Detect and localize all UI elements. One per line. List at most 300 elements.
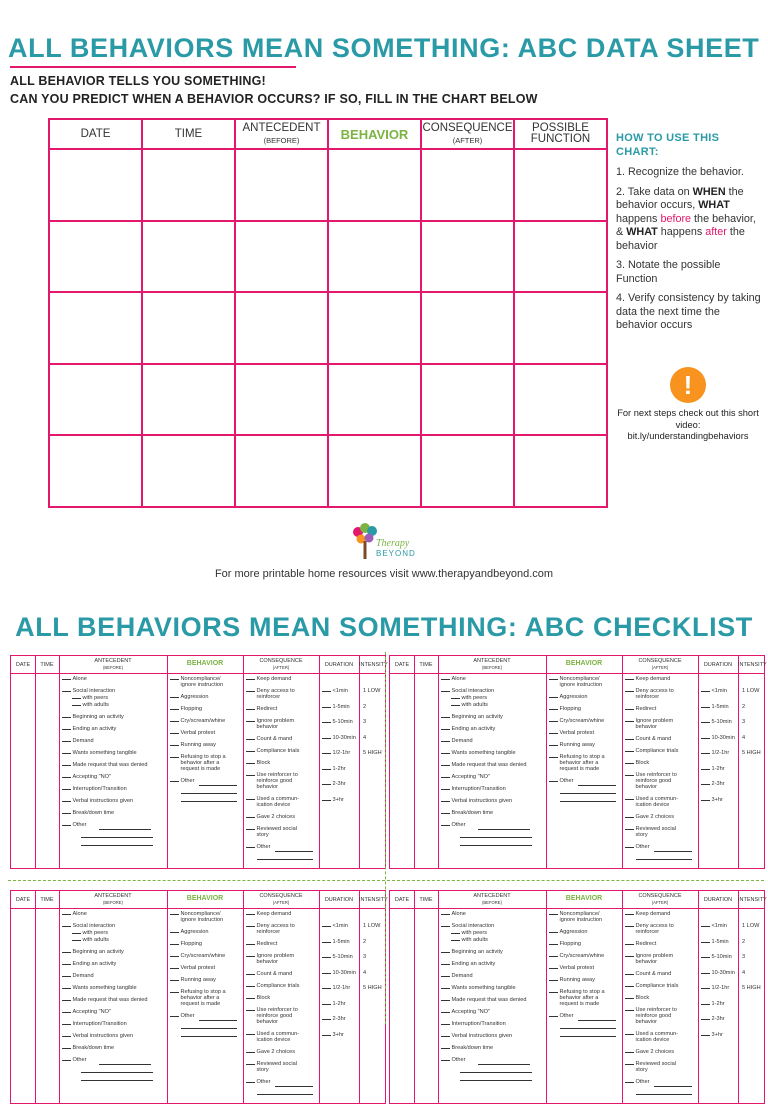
behavior-option[interactable]: Other <box>170 1014 195 1020</box>
behavior-option[interactable]: Running away <box>549 743 595 749</box>
behavior-other-line[interactable] <box>578 1020 616 1021</box>
behavior-option[interactable]: Refusing to stop a <box>170 990 226 996</box>
behavior-option[interactable]: Cry/scream/whine <box>170 954 225 960</box>
intensity-option[interactable]: 2 <box>742 938 746 945</box>
consequence-option[interactable]: Block <box>625 761 649 767</box>
consequence-option[interactable]: story <box>256 1067 269 1073</box>
antecedent-option[interactable]: Alone <box>441 677 466 683</box>
duration-option[interactable]: 3+hr <box>701 1033 723 1039</box>
chart-cell[interactable] <box>49 292 142 364</box>
video-link[interactable]: bit.ly/understandingbehaviors <box>627 431 749 441</box>
checklist-column-divider <box>622 656 623 868</box>
antecedent-option[interactable]: Made request that was denied <box>441 763 526 769</box>
consequence-other-line[interactable] <box>636 1094 692 1095</box>
behavior-option[interactable]: Flopping <box>170 942 202 948</box>
behavior-option[interactable]: Flopping <box>549 942 581 948</box>
duration-option[interactable]: 1/2-1hr <box>701 986 729 992</box>
duration-option[interactable]: <1min <box>701 924 727 930</box>
consequence-option[interactable]: Block <box>625 996 649 1002</box>
behavior-option[interactable]: request is made <box>559 766 600 772</box>
intensity-option[interactable]: 5 HIGH <box>742 750 761 756</box>
consequence-option[interactable]: story <box>635 1067 648 1073</box>
consequence-option[interactable]: reinforcer <box>256 929 281 935</box>
intensity-option[interactable]: 4 <box>742 969 746 976</box>
behavior-option[interactable]: ignore instruction <box>559 682 603 688</box>
chart-cell[interactable] <box>49 364 142 436</box>
chart-cell[interactable] <box>235 149 328 221</box>
behavior-option[interactable]: Aggression <box>549 695 588 701</box>
consequence-option[interactable]: Ignore problem <box>246 719 294 725</box>
intensity-option[interactable]: 1 LOW <box>742 688 760 694</box>
behavior-option[interactable]: Noncompliance/ <box>170 677 221 683</box>
duration-option[interactable]: 2-3hr <box>322 782 346 788</box>
antecedent-other-line[interactable] <box>81 1080 153 1081</box>
consequence-other-line[interactable] <box>636 859 692 860</box>
antecedent-option[interactable]: with peers <box>72 931 108 937</box>
duration-option[interactable]: 10-30min <box>701 736 735 742</box>
antecedent-option[interactable]: Wants something tangible <box>441 986 516 992</box>
intensity-option[interactable]: 4 <box>363 969 367 976</box>
consequence-option[interactable]: Used a commun- <box>246 797 299 803</box>
consequence-option[interactable]: Used a commun- <box>625 797 678 803</box>
consequence-option[interactable]: Reviewed social <box>625 1062 676 1068</box>
chart-cell[interactable] <box>142 364 235 436</box>
antecedent-option[interactable]: Beginning an activity <box>62 715 124 721</box>
chart-cell[interactable] <box>421 364 514 436</box>
consequence-option[interactable]: Block <box>246 996 270 1002</box>
antecedent-option[interactable]: Wants something tangible <box>62 986 137 992</box>
checklist-header-consequence: CONSEQUENCE <box>259 658 303 664</box>
consequence-option[interactable]: Other <box>625 1080 650 1086</box>
chart-cell[interactable] <box>514 221 607 293</box>
behavior-option[interactable]: Running away <box>170 978 216 984</box>
behavior-option[interactable]: request is made <box>180 1001 221 1007</box>
duration-option[interactable]: 1-2hr <box>701 767 725 773</box>
consequence-other-line[interactable] <box>654 1086 692 1087</box>
consequence-option[interactable]: story <box>256 832 269 838</box>
antecedent-option[interactable]: with peers <box>72 696 108 702</box>
intensity-option[interactable]: 3 <box>742 719 746 725</box>
intensity-option[interactable]: 1 LOW <box>363 688 381 694</box>
antecedent-option[interactable]: Alone <box>62 677 87 683</box>
consequence-other-line[interactable] <box>275 1086 313 1087</box>
behavior-option[interactable]: request is made <box>180 766 221 772</box>
behavior-other-line[interactable] <box>199 1020 237 1021</box>
consequence-option[interactable]: Deny access to <box>246 689 295 695</box>
intensity-option[interactable]: 2 <box>363 703 367 710</box>
chart-cell[interactable] <box>49 435 142 507</box>
chart-cell[interactable] <box>328 149 421 221</box>
duration-option[interactable]: 3+hr <box>322 798 344 804</box>
antecedent-option[interactable]: Interruption/Transition <box>441 787 506 793</box>
abc-data-chart <box>48 118 608 508</box>
duration-option[interactable]: 5-10min <box>322 955 353 961</box>
consequence-option[interactable]: Count & mand <box>246 972 292 978</box>
antecedent-option[interactable]: Social interaction <box>441 689 494 695</box>
antecedent-option[interactable]: Other <box>441 1058 466 1064</box>
intensity-option[interactable]: 2 <box>742 703 746 710</box>
chart-cell[interactable] <box>421 292 514 364</box>
antecedent-option[interactable]: Demand <box>441 974 473 980</box>
consequence-option[interactable]: behavior <box>256 724 278 730</box>
behavior-option[interactable]: Verbal protest <box>170 731 215 737</box>
intensity-option[interactable]: 4 <box>742 734 746 741</box>
consequence-option[interactable]: Reviewed social <box>246 1062 297 1068</box>
duration-option[interactable]: 1-5min <box>701 940 729 946</box>
consequence-option[interactable]: Other <box>246 845 271 851</box>
duration-option[interactable]: 1-2hr <box>701 1002 725 1008</box>
checklist-column-divider <box>698 891 699 1103</box>
chart-cell[interactable] <box>514 149 607 221</box>
chart-cell[interactable] <box>235 221 328 293</box>
antecedent-other-line[interactable] <box>81 1072 153 1073</box>
duration-option[interactable]: 2-3hr <box>701 1017 725 1023</box>
duration-option[interactable]: <1min <box>701 689 727 695</box>
behavior-option[interactable]: Noncompliance/ <box>549 912 600 918</box>
consequence-option[interactable]: Compliance trials <box>246 749 299 755</box>
intensity-option[interactable]: 5 HIGH <box>363 750 382 756</box>
duration-option[interactable]: 1/2-1hr <box>322 986 350 992</box>
antecedent-option[interactable]: Social interaction <box>62 689 115 695</box>
behavior-option[interactable]: Cry/scream/whine <box>549 719 604 725</box>
chart-cell[interactable] <box>514 292 607 364</box>
intensity-option[interactable]: 5 HIGH <box>742 985 761 991</box>
behavior-other-line[interactable] <box>578 785 616 786</box>
consequence-option[interactable]: Keep demand <box>246 677 291 683</box>
consequence-option[interactable]: Gave 2 choices <box>246 1050 295 1056</box>
title-underline <box>10 66 296 68</box>
antecedent-option[interactable]: Demand <box>62 739 94 745</box>
antecedent-option[interactable]: Other <box>62 1058 87 1064</box>
antecedent-option[interactable]: Other <box>441 823 466 829</box>
behavior-option[interactable]: Other <box>549 1014 574 1020</box>
duration-option[interactable]: 1-5min <box>322 705 350 711</box>
consequence-option[interactable]: reinforce good <box>635 1013 672 1019</box>
behavior-option[interactable]: Running away <box>170 743 216 749</box>
antecedent-option[interactable]: with peers <box>451 696 487 702</box>
behavior-option[interactable]: ignore instruction <box>180 682 224 688</box>
antecedent-option[interactable]: Beginning an activity <box>441 950 503 956</box>
behavior-other-line[interactable] <box>199 785 237 786</box>
duration-option[interactable]: 1/2-1hr <box>701 751 729 757</box>
chart-cell[interactable] <box>142 221 235 293</box>
antecedent-option[interactable]: Made request that was denied <box>62 763 147 769</box>
consequence-option[interactable]: Ignore problem <box>625 719 673 725</box>
duration-option[interactable]: 1-5min <box>322 940 350 946</box>
chart-cell[interactable] <box>328 435 421 507</box>
behavior-option[interactable]: Aggression <box>170 930 209 936</box>
checklist-header-date: DATE <box>15 897 31 903</box>
consequence-option[interactable]: Used a commun- <box>246 1032 299 1038</box>
chart-row <box>49 221 607 293</box>
consequence-option[interactable]: Keep demand <box>625 677 670 683</box>
consequence-option[interactable]: reinforce good <box>635 778 672 784</box>
duration-option[interactable]: 5-10min <box>701 955 732 961</box>
antecedent-other-line[interactable] <box>460 1072 532 1073</box>
behavior-option[interactable]: Cry/scream/whine <box>170 719 225 725</box>
duration-option[interactable]: 10-30min <box>322 736 356 742</box>
chart-cell[interactable] <box>514 364 607 436</box>
duration-option[interactable]: <1min <box>322 924 348 930</box>
consequence-option[interactable]: Redirect <box>625 942 656 948</box>
checklist-column-divider <box>319 656 320 868</box>
antecedent-option[interactable]: Interruption/Transition <box>441 1022 506 1028</box>
antecedent-option[interactable]: Alone <box>62 912 87 918</box>
intensity-option[interactable]: 3 <box>363 954 367 960</box>
duration-option[interactable]: <1min <box>322 689 348 695</box>
consequence-option[interactable]: Deny access to <box>625 689 674 695</box>
chart-cell[interactable] <box>235 292 328 364</box>
duration-option[interactable]: 5-10min <box>322 720 353 726</box>
consequence-option[interactable]: Count & mand <box>246 737 292 743</box>
consequence-option[interactable]: behavior <box>635 959 657 965</box>
chart-cell[interactable] <box>142 435 235 507</box>
antecedent-other-line[interactable] <box>460 1080 532 1081</box>
behavior-other-line[interactable] <box>560 793 616 794</box>
antecedent-option[interactable]: Break/down time <box>441 811 493 817</box>
antecedent-other-line[interactable] <box>81 837 153 838</box>
antecedent-other-line[interactable] <box>99 829 151 830</box>
duration-option[interactable]: 2-3hr <box>701 782 725 788</box>
behavior-option[interactable]: Aggression <box>549 930 588 936</box>
chart-cell[interactable] <box>514 435 607 507</box>
antecedent-option[interactable]: with peers <box>451 931 487 937</box>
behavior-option[interactable]: Running away <box>549 978 595 984</box>
behavior-other-line[interactable] <box>560 801 616 802</box>
antecedent-option[interactable]: with adults <box>451 703 488 709</box>
consequence-option[interactable]: behavior <box>256 959 278 965</box>
antecedent-option[interactable]: Other <box>62 823 87 829</box>
behavior-option[interactable]: Verbal protest <box>170 966 215 972</box>
antecedent-option[interactable]: Social interaction <box>441 924 494 930</box>
antecedent-option[interactable]: Beginning an activity <box>441 715 503 721</box>
consequence-option[interactable]: behavior <box>256 1019 278 1025</box>
consequence-option[interactable]: ication device <box>635 802 670 808</box>
consequence-option[interactable]: reinforce good <box>256 778 293 784</box>
intensity-option[interactable]: 2 <box>363 938 367 945</box>
antecedent-option[interactable]: Verbal instructions given <box>441 1034 512 1040</box>
antecedent-option[interactable]: Beginning an activity <box>62 950 124 956</box>
behavior-option[interactable]: Refusing to stop a <box>170 755 226 761</box>
antecedent-option[interactable]: with adults <box>72 938 109 944</box>
antecedent-other-line[interactable] <box>81 845 153 846</box>
duration-option[interactable]: 5-10min <box>701 720 732 726</box>
consequence-option[interactable]: behavior <box>635 724 657 730</box>
chart-cell[interactable] <box>235 435 328 507</box>
chart-cell[interactable] <box>421 221 514 293</box>
antecedent-option[interactable]: Accepting "NO" <box>62 1010 111 1016</box>
antecedent-option[interactable]: Accepting "NO" <box>62 775 111 781</box>
antecedent-option[interactable]: Ending an activity <box>441 962 495 968</box>
consequence-option[interactable]: behavior <box>635 1019 657 1025</box>
behavior-option[interactable]: Verbal protest <box>549 731 594 737</box>
duration-option[interactable]: 3+hr <box>322 1033 344 1039</box>
duration-option[interactable]: 2-3hr <box>322 1017 346 1023</box>
duration-option[interactable]: 3+hr <box>701 798 723 804</box>
chart-cell[interactable] <box>235 364 328 436</box>
behavior-option[interactable]: Other <box>549 779 574 785</box>
behavior-option[interactable]: Flopping <box>549 707 581 713</box>
checklist-header-antecedent: ANTECEDENT <box>94 658 132 664</box>
antecedent-option[interactable]: Ending an activity <box>441 727 495 733</box>
antecedent-other-line[interactable] <box>99 1064 151 1065</box>
behavior-option[interactable]: Noncompliance/ <box>549 677 600 683</box>
behavior-option[interactable]: behavior after a <box>559 760 599 766</box>
antecedent-option[interactable]: Break/down time <box>62 1046 114 1052</box>
consequence-option[interactable]: Compliance trials <box>625 749 678 755</box>
behavior-other-line[interactable] <box>560 1036 616 1037</box>
duration-option[interactable]: 10-30min <box>322 971 356 977</box>
antecedent-option[interactable]: Made request that was denied <box>62 998 147 1004</box>
consequence-option[interactable]: reinforcer <box>635 929 660 935</box>
checklist-column-divider <box>738 656 739 868</box>
behavior-other-line[interactable] <box>181 793 237 794</box>
behavior-other-line[interactable] <box>181 1036 237 1037</box>
antecedent-option[interactable]: Ending an activity <box>62 727 116 733</box>
chart-cell[interactable] <box>142 149 235 221</box>
consequence-option[interactable]: Other <box>246 1080 271 1086</box>
consequence-option[interactable]: Block <box>246 761 270 767</box>
consequence-option[interactable]: Redirect <box>246 942 277 948</box>
consequence-option[interactable]: Compliance trials <box>625 984 678 990</box>
antecedent-option[interactable]: Wants something tangible <box>62 751 137 757</box>
consequence-other-line[interactable] <box>275 851 313 852</box>
checklist-header-date: DATE <box>394 897 410 903</box>
chart-cell[interactable] <box>421 435 514 507</box>
behavior-option[interactable]: ignore instruction <box>180 917 224 923</box>
chart-cell[interactable] <box>328 364 421 436</box>
antecedent-option[interactable]: Break/down time <box>441 1046 493 1052</box>
consequence-option[interactable]: Used a commun- <box>625 1032 678 1038</box>
consequence-option[interactable]: Count & mand <box>625 737 671 743</box>
consequence-option[interactable]: story <box>635 832 648 838</box>
consequence-other-line[interactable] <box>257 1094 313 1095</box>
antecedent-other-line[interactable] <box>460 837 532 838</box>
chart-cell[interactable] <box>421 149 514 221</box>
consequence-other-line[interactable] <box>654 851 692 852</box>
consequence-option[interactable]: reinforcer <box>635 694 660 700</box>
consequence-option[interactable]: Use reinforcer to <box>625 1008 677 1014</box>
consequence-option[interactable]: reinforcer <box>256 694 281 700</box>
consequence-option[interactable]: Use reinforcer to <box>246 773 298 779</box>
consequence-option[interactable]: Other <box>625 845 650 851</box>
consequence-option[interactable]: Redirect <box>625 707 656 713</box>
chart-cell[interactable] <box>49 149 142 221</box>
behavior-option[interactable]: behavior after a <box>180 995 220 1001</box>
behavior-other-line[interactable] <box>560 1028 616 1029</box>
antecedent-option[interactable]: Wants something tangible <box>441 751 516 757</box>
antecedent-option[interactable]: Alone <box>441 912 466 918</box>
antecedent-other-line[interactable] <box>460 845 532 846</box>
behavior-option[interactable]: Cry/scream/whine <box>549 954 604 960</box>
behavior-other-line[interactable] <box>181 1028 237 1029</box>
antecedent-option[interactable]: with adults <box>72 703 109 709</box>
intensity-option[interactable]: 1 LOW <box>363 923 381 929</box>
chart-cell[interactable] <box>328 221 421 293</box>
intensity-option[interactable]: 1 LOW <box>742 923 760 929</box>
intensity-option[interactable]: 3 <box>742 954 746 960</box>
consequence-option[interactable]: Count & mand <box>625 972 671 978</box>
behavior-option[interactable]: behavior after a <box>559 995 599 1001</box>
how-to-step-4: 4. Verify consistency by taking data the next time the behavior occurs <box>616 292 761 331</box>
antecedent-option[interactable]: Social interaction <box>62 924 115 930</box>
consequence-option[interactable]: Ignore problem <box>246 954 294 960</box>
consequence-option[interactable]: Use reinforcer to <box>246 1008 298 1014</box>
intensity-option[interactable]: 5 HIGH <box>363 985 382 991</box>
antecedent-option[interactable]: Interruption/Transition <box>62 1022 127 1028</box>
antecedent-option[interactable]: Demand <box>441 739 473 745</box>
antecedent-option[interactable]: Break/down time <box>62 811 114 817</box>
duration-option[interactable]: 1-2hr <box>322 767 346 773</box>
consequence-option[interactable]: Keep demand <box>625 912 670 918</box>
consequence-option[interactable]: Gave 2 choices <box>625 1050 674 1056</box>
consequence-option[interactable]: reinforce good <box>256 1013 293 1019</box>
intensity-option[interactable]: 4 <box>363 734 367 741</box>
antecedent-other-line[interactable] <box>478 829 530 830</box>
behavior-option[interactable]: Aggression <box>170 695 209 701</box>
chart-cell[interactable] <box>142 292 235 364</box>
antecedent-option[interactable]: Verbal instructions given <box>62 799 133 805</box>
consequence-option[interactable]: Compliance trials <box>246 984 299 990</box>
antecedent-option[interactable]: Made request that was denied <box>441 998 526 1004</box>
antecedent-option[interactable]: Demand <box>62 974 94 980</box>
duration-option[interactable]: 1-2hr <box>322 1002 346 1008</box>
duration-option[interactable]: 1-5min <box>701 705 729 711</box>
consequence-option[interactable]: Deny access to <box>246 924 295 930</box>
antecedent-option[interactable]: Interruption/Transition <box>62 787 127 793</box>
consequence-option[interactable]: behavior <box>256 784 278 790</box>
behavior-option[interactable]: Refusing to stop a <box>549 990 605 996</box>
antecedent-other-line[interactable] <box>478 1064 530 1065</box>
consequence-option[interactable]: ication device <box>256 1037 291 1043</box>
consequence-option[interactable]: Deny access to <box>625 924 674 930</box>
consequence-option[interactable]: Gave 2 choices <box>246 815 295 821</box>
behavior-option[interactable]: Other <box>170 779 195 785</box>
antecedent-option[interactable]: Ending an activity <box>62 962 116 968</box>
behavior-option[interactable]: ignore instruction <box>559 917 603 923</box>
consequence-option[interactable]: ication device <box>635 1037 670 1043</box>
antecedent-option[interactable]: Accepting "NO" <box>441 775 490 781</box>
chart-cell[interactable] <box>328 292 421 364</box>
behavior-option[interactable]: behavior after a <box>180 760 220 766</box>
checklist-header-antecedent: ANTECEDENT <box>94 893 132 899</box>
antecedent-option[interactable]: Accepting "NO" <box>441 1010 490 1016</box>
consequence-option[interactable]: Reviewed social <box>246 827 297 833</box>
consequence-option[interactable]: Keep demand <box>246 912 291 918</box>
antecedent-option[interactable]: Verbal instructions given <box>441 799 512 805</box>
duration-option[interactable]: 10-30min <box>701 971 735 977</box>
consequence-option[interactable]: Ignore problem <box>625 954 673 960</box>
behavior-option[interactable]: request is made <box>559 1001 600 1007</box>
consequence-option[interactable]: ication device <box>256 802 291 808</box>
chart-cell[interactable] <box>49 221 142 293</box>
duration-option[interactable]: 1/2-1hr <box>322 751 350 757</box>
behavior-option[interactable]: Noncompliance/ <box>170 912 221 918</box>
consequence-other-line[interactable] <box>257 859 313 860</box>
antecedent-option[interactable]: with adults <box>451 938 488 944</box>
antecedent-option[interactable]: Verbal instructions given <box>62 1034 133 1040</box>
consequence-option[interactable]: Reviewed social <box>625 827 676 833</box>
behavior-other-line[interactable] <box>181 801 237 802</box>
intensity-option[interactable]: 3 <box>363 719 367 725</box>
consequence-option[interactable]: Redirect <box>246 707 277 713</box>
consequence-option[interactable]: Gave 2 choices <box>625 815 674 821</box>
consequence-option[interactable]: behavior <box>635 784 657 790</box>
behavior-option[interactable]: Verbal protest <box>549 966 594 972</box>
behavior-option[interactable]: Refusing to stop a <box>549 755 605 761</box>
consequence-option[interactable]: Use reinforcer to <box>625 773 677 779</box>
behavior-option[interactable]: Flopping <box>170 707 202 713</box>
